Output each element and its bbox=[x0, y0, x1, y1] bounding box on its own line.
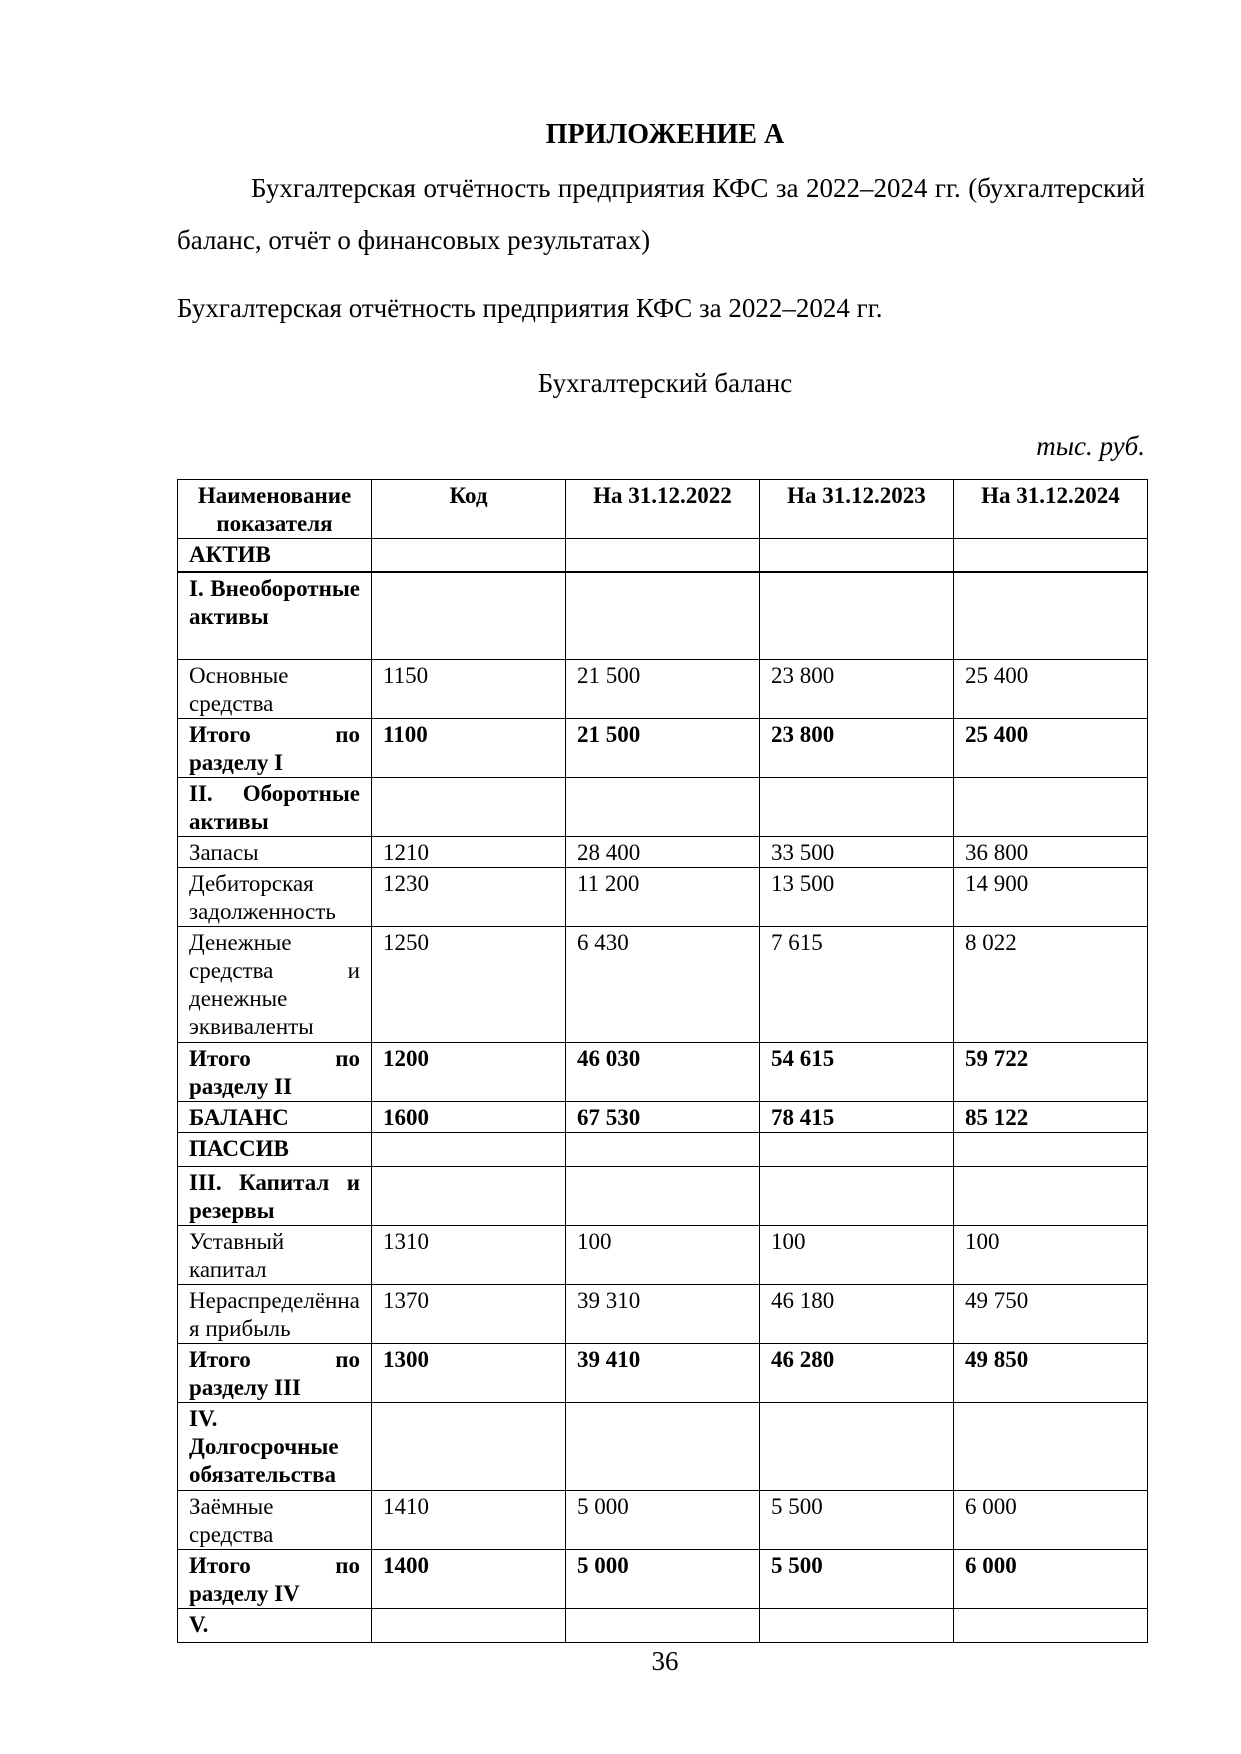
row-2022: 39 410 bbox=[566, 1344, 760, 1403]
row-2022: 6 430 bbox=[566, 927, 760, 1043]
header-code: Код bbox=[372, 480, 566, 539]
row-name: I. Внеоборотные активы bbox=[178, 572, 372, 660]
table-row bbox=[178, 1550, 1148, 1609]
row-2023 bbox=[760, 539, 954, 572]
row-2022: 39 310 bbox=[566, 1285, 760, 1344]
row-code bbox=[372, 1403, 566, 1491]
table-row bbox=[178, 1403, 1148, 1491]
intro-text: Бухгалтерская отчётность предприятия КФС за 2022–2024 гг. (бухгалтерский баланс, отчёт о финансовых результатах) bbox=[177, 173, 1145, 255]
row-2023: 78 415 bbox=[760, 1102, 954, 1133]
row-2022: 46 030 bbox=[566, 1043, 760, 1102]
row-2024 bbox=[954, 778, 1148, 837]
row-2024: 59 722 bbox=[954, 1043, 1148, 1102]
row-2023 bbox=[760, 1403, 954, 1491]
row-2022: 5 000 bbox=[566, 1550, 760, 1609]
row-code: 1200 bbox=[372, 1043, 566, 1102]
row-2023: 23 800 bbox=[760, 719, 954, 778]
header-2022: На 31.12.2022 bbox=[566, 480, 760, 539]
table-row bbox=[178, 719, 1148, 778]
row-code bbox=[372, 778, 566, 837]
unit-label: тыс. руб. bbox=[1036, 431, 1145, 461]
row-name: Итого по разделу I bbox=[178, 719, 372, 778]
row-2024: 36 800 bbox=[954, 837, 1148, 868]
table-row bbox=[178, 572, 1148, 660]
row-name: Дебиторская задолженность bbox=[178, 868, 372, 927]
row-2022: 21 500 bbox=[566, 660, 760, 719]
row-2023: 5 500 bbox=[760, 1550, 954, 1609]
row-2024: 85 122 bbox=[954, 1102, 1148, 1133]
row-code bbox=[372, 1609, 566, 1643]
row-name: АКТИВ bbox=[178, 539, 372, 572]
table-row bbox=[178, 1285, 1148, 1344]
row-name: Денежные средства и денежные эквиваленты bbox=[178, 927, 372, 1043]
header-2023: На 31.12.2023 bbox=[760, 480, 954, 539]
table-row bbox=[178, 660, 1148, 719]
row-name: Итого по разделу II bbox=[178, 1043, 372, 1102]
row-2022: 100 bbox=[566, 1226, 760, 1285]
row-name: БАЛАНС bbox=[178, 1102, 372, 1133]
row-name: IV. Долгосрочные обязательства bbox=[178, 1403, 372, 1491]
row-2022 bbox=[566, 539, 760, 572]
row-name: Итого по разделу IV bbox=[178, 1550, 372, 1609]
row-2024: 49 850 bbox=[954, 1344, 1148, 1403]
row-2024: 6 000 bbox=[954, 1550, 1148, 1609]
row-name: Нераспределённая прибыль bbox=[178, 1285, 372, 1344]
table-row bbox=[178, 1102, 1148, 1133]
row-2023: 7 615 bbox=[760, 927, 954, 1043]
row-code: 1250 bbox=[372, 927, 566, 1043]
balance-table bbox=[177, 479, 1148, 1643]
row-2022: 21 500 bbox=[566, 719, 760, 778]
row-2024 bbox=[954, 1133, 1148, 1167]
row-2023 bbox=[760, 572, 954, 660]
row-2024 bbox=[954, 1167, 1148, 1226]
row-code bbox=[372, 1167, 566, 1226]
table-row bbox=[178, 868, 1148, 927]
row-2023: 46 280 bbox=[760, 1344, 954, 1403]
row-2023: 13 500 bbox=[760, 868, 954, 927]
header-name: Наименование показателя bbox=[178, 480, 372, 539]
row-name: ПАССИВ bbox=[178, 1133, 372, 1167]
header-2024: На 31.12.2024 bbox=[954, 480, 1148, 539]
row-code: 1410 bbox=[372, 1491, 566, 1550]
row-name: II. Оборотные активы bbox=[178, 778, 372, 837]
row-2023: 46 180 bbox=[760, 1285, 954, 1344]
report-title: Бухгалтерская отчётность предприятия КФС за 2022–2024 гг. bbox=[177, 293, 883, 323]
row-2024: 25 400 bbox=[954, 660, 1148, 719]
row-2023 bbox=[760, 1167, 954, 1226]
balance-title: Бухгалтерский баланс bbox=[537, 368, 793, 398]
row-2024 bbox=[954, 572, 1148, 660]
row-2023: 100 bbox=[760, 1226, 954, 1285]
row-code: 1150 bbox=[372, 660, 566, 719]
row-2024: 49 750 bbox=[954, 1285, 1148, 1344]
row-2022 bbox=[566, 1403, 760, 1491]
row-2024: 6 000 bbox=[954, 1491, 1148, 1550]
table-row bbox=[178, 1344, 1148, 1403]
row-name: Итого по разделу III bbox=[178, 1344, 372, 1403]
row-name: Основные средства bbox=[178, 660, 372, 719]
row-2024: 8 022 bbox=[954, 927, 1148, 1043]
row-2023 bbox=[760, 778, 954, 837]
row-2023 bbox=[760, 1609, 954, 1643]
row-code: 1310 bbox=[372, 1226, 566, 1285]
row-2024: 25 400 bbox=[954, 719, 1148, 778]
table-row bbox=[178, 1043, 1148, 1102]
row-2022 bbox=[566, 1167, 760, 1226]
row-2022 bbox=[566, 1609, 760, 1643]
table-row bbox=[178, 1167, 1148, 1226]
row-2024 bbox=[954, 1403, 1148, 1491]
row-code bbox=[372, 572, 566, 660]
intro-paragraph bbox=[177, 162, 1145, 266]
row-code: 1400 bbox=[372, 1550, 566, 1609]
table-row bbox=[178, 1609, 1148, 1643]
row-code: 1300 bbox=[372, 1344, 566, 1403]
row-code: 1600 bbox=[372, 1102, 566, 1133]
row-code bbox=[372, 1133, 566, 1167]
table-row bbox=[178, 1226, 1148, 1285]
row-2024: 100 bbox=[954, 1226, 1148, 1285]
row-name: III. Капитал и резервы bbox=[178, 1167, 372, 1226]
row-code: 1210 bbox=[372, 837, 566, 868]
row-code: 1230 bbox=[372, 868, 566, 927]
row-2023: 54 615 bbox=[760, 1043, 954, 1102]
row-2022 bbox=[566, 778, 760, 837]
row-code: 1100 bbox=[372, 719, 566, 778]
table-header-row bbox=[178, 480, 1148, 539]
row-2022: 28 400 bbox=[566, 837, 760, 868]
row-2023: 33 500 bbox=[760, 837, 954, 868]
row-name: Запасы bbox=[178, 837, 372, 868]
table-row bbox=[178, 778, 1148, 837]
row-name: Уставный капитал bbox=[178, 1226, 372, 1285]
table-row bbox=[178, 539, 1148, 572]
row-2022: 67 530 bbox=[566, 1102, 760, 1133]
row-2022 bbox=[566, 572, 760, 660]
row-name: Заёмные средства bbox=[178, 1491, 372, 1550]
row-code: 1370 bbox=[372, 1285, 566, 1344]
row-2023: 23 800 bbox=[760, 660, 954, 719]
row-2024: 14 900 bbox=[954, 868, 1148, 927]
table-row bbox=[178, 1491, 1148, 1550]
table-row bbox=[178, 837, 1148, 868]
row-2024 bbox=[954, 1609, 1148, 1643]
row-2022: 11 200 bbox=[566, 868, 760, 927]
table-body bbox=[178, 539, 1148, 1643]
row-2022 bbox=[566, 1133, 760, 1167]
page-number: 36 bbox=[651, 1646, 679, 1676]
row-2023 bbox=[760, 1133, 954, 1167]
table-row bbox=[178, 927, 1148, 1043]
row-2022: 5 000 bbox=[566, 1491, 760, 1550]
row-name: V. bbox=[178, 1609, 372, 1643]
table-row bbox=[178, 1133, 1148, 1167]
row-2024 bbox=[954, 539, 1148, 572]
appendix-title: ПРИЛОЖЕНИЕ А bbox=[545, 119, 785, 150]
row-code bbox=[372, 539, 566, 572]
row-2023: 5 500 bbox=[760, 1491, 954, 1550]
